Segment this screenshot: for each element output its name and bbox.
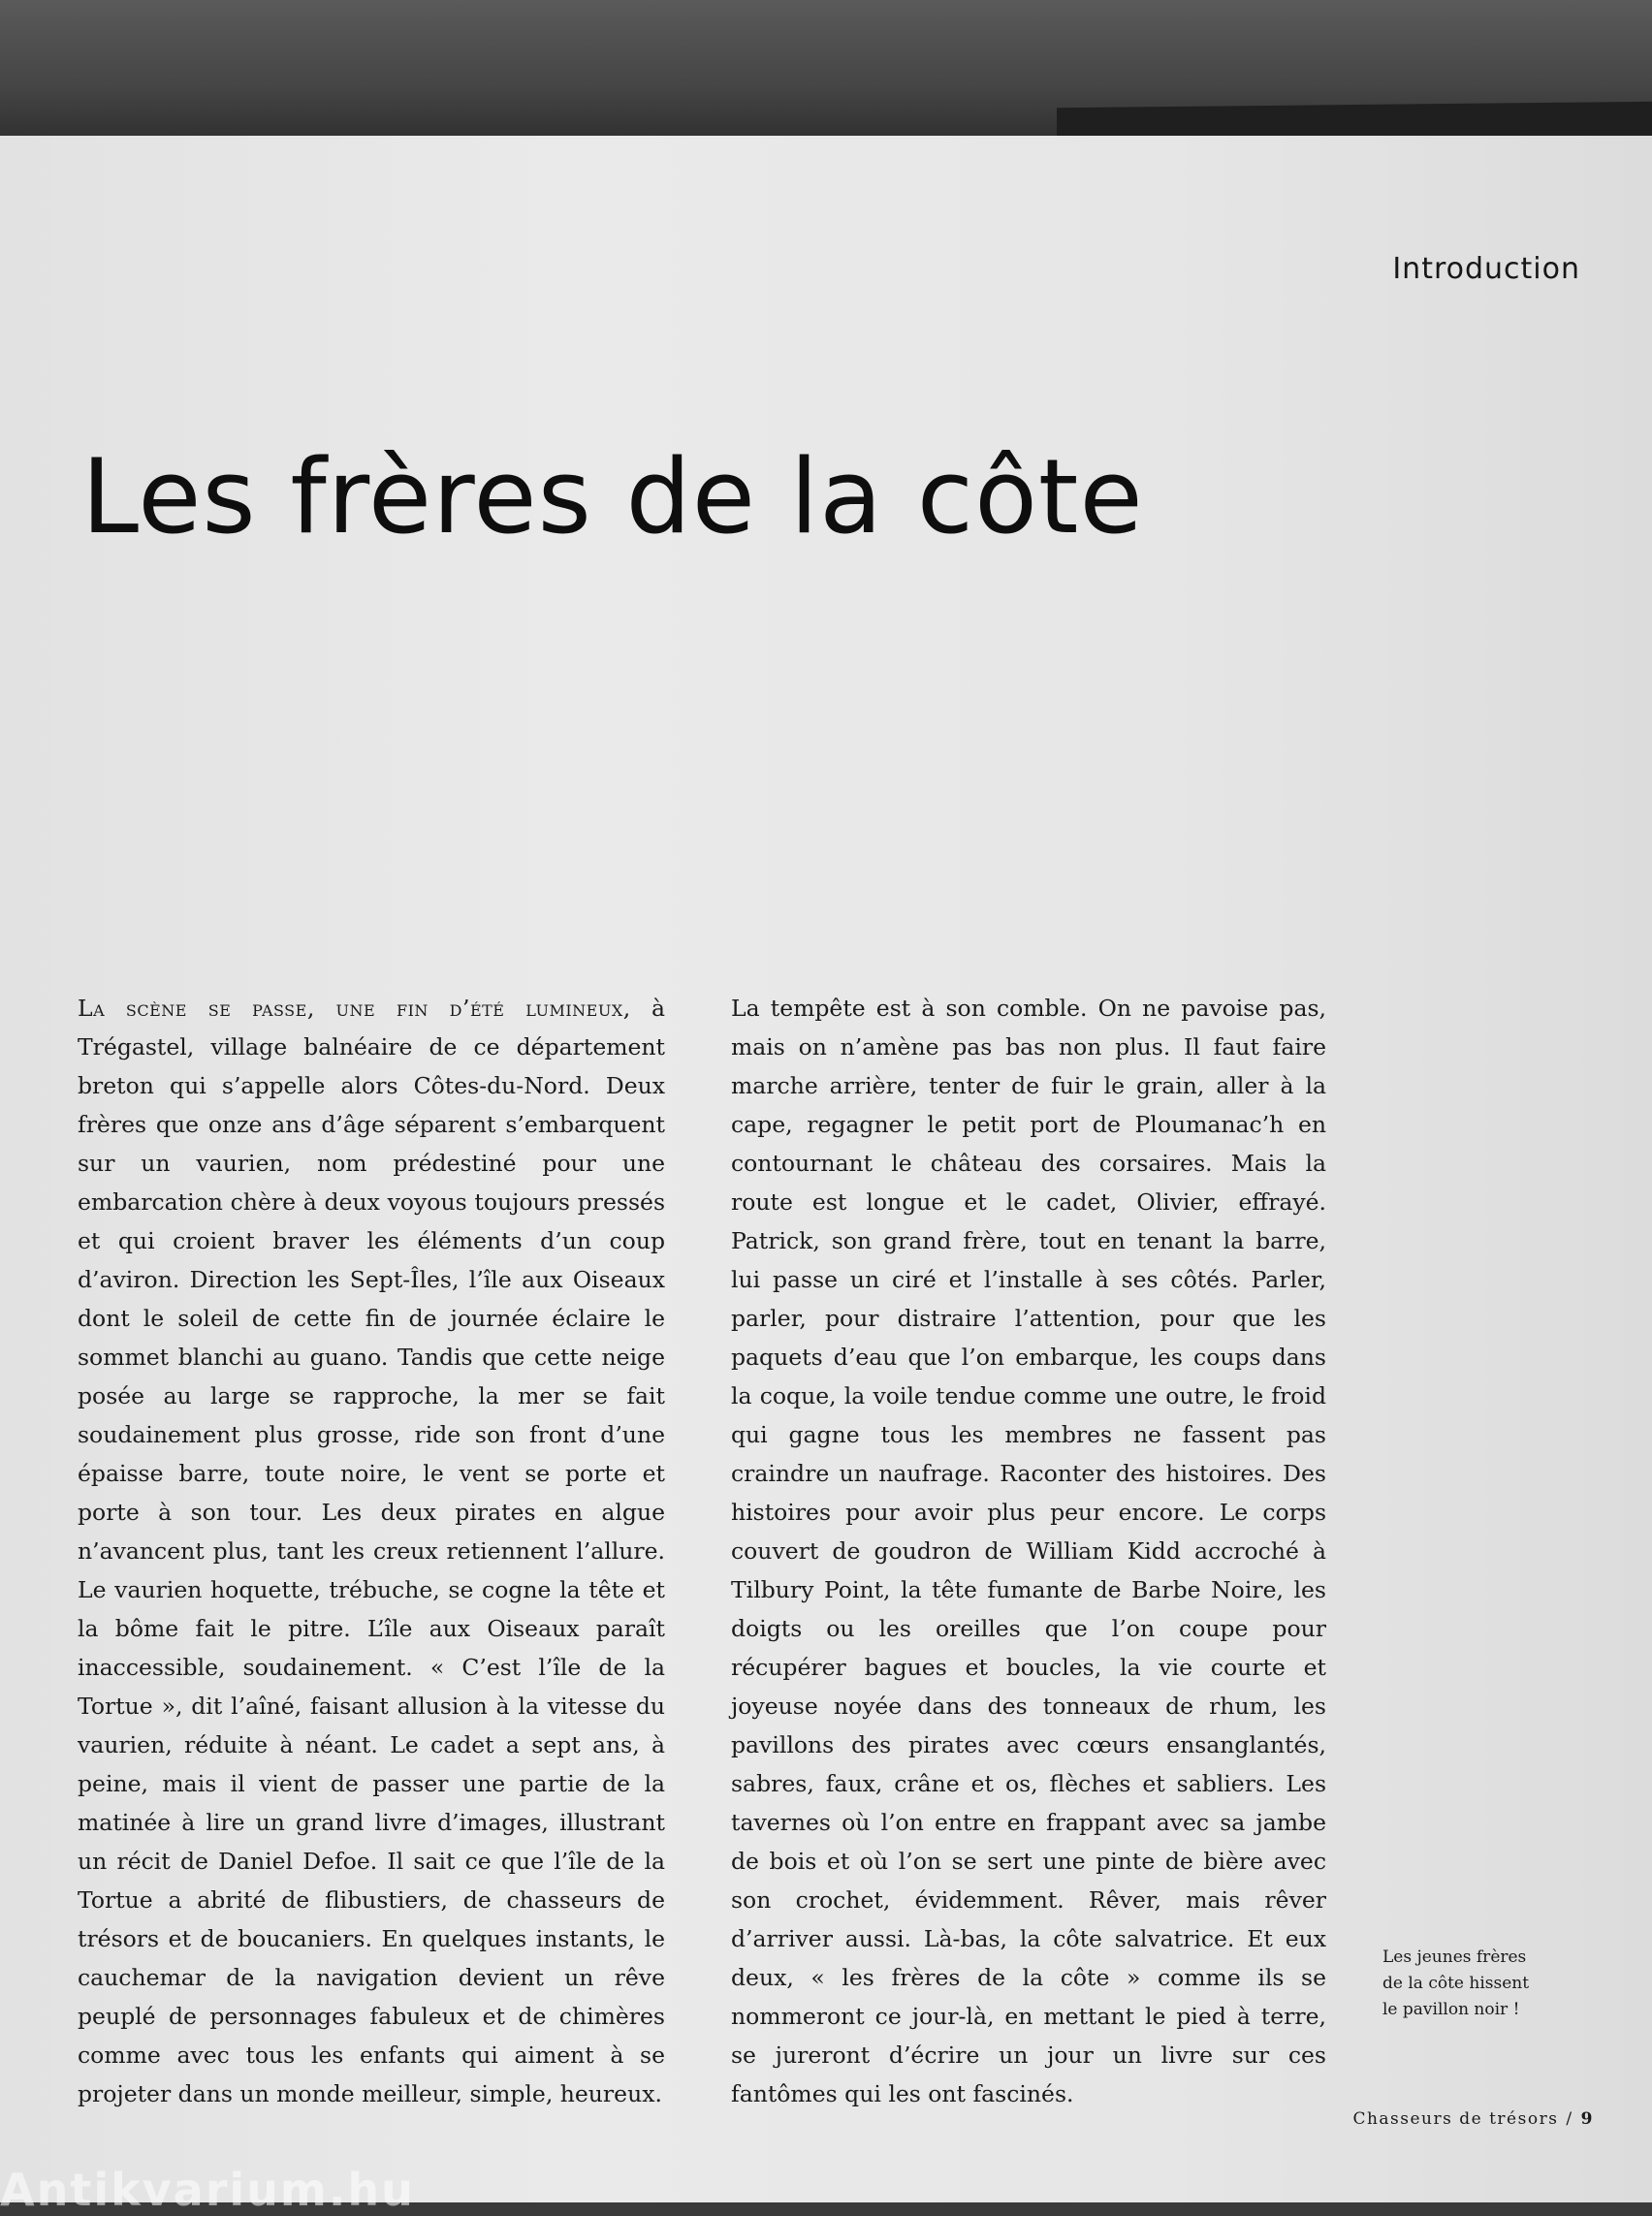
body-left-text: à Trégastel, village balnéaire de ce département breton qui s’appelle alors Côtes-du-Nord. Deux frères que onze ans d’âge séparent s’embarquent sur un vaurien, nom prédestiné pour une embarcation chère à deux voyous toujours pressés et qui croient braver les éléments d’un coup d’aviron. Direction les Sept-Îles, l’île aux Oiseaux dont le soleil de cette fin de journée éclaire le sommet blanchi au guano. Tandis que cette neige posée au large se rapproche, la mer se fait soudainement plus grosse, ride son front d’une épaisse barre, toute noire, le vent se porte et porte à son tour. Les deux pirates en algue n’avancent plus, tant les creux retiennent l’allure. Le vaurien hoquette, trébuche, se cogne la tête et la bôme fait le pitre. L’île aux Oiseaux paraît inaccessible, soudainement. « C’est l’île de la Tortue », dit l’aîné, faisant allusion à la vitesse du vaurien, réduite à néant. Le cadet a sept ans, à peine, mais il vient de passer une partie de la matinée à lire un grand livre d’images, illustrant un récit de Daniel Defoe. Il sait ce que l’île de la Tortue a abrité de flibustiers, de chasseurs de trésors et de boucaniers. En quelques instants, le cauchemar de la navigation devient un rêve peuplé de personnages fabuleux et de chimères comme avec tous les enfants qui aiment à se projeter dans un monde meilleur, simple, heureux. (78, 995, 665, 2107)
page-footer (1352, 2109, 1594, 2129)
body-column-left (78, 989, 665, 2113)
chapter-title: Les frères de la côte (81, 437, 1144, 556)
body-column-right: La tempête est à son comble. On ne pavoise pas, mais on n’amène pas bas non plus. Il faut faire marche arrière, tenter de fuir le grain, aller à la cape, regagner le petit port de Ploumanac’h en contournant le château des corsaires. Mais la route est longue et le cadet, Olivier, effrayé. Patrick, son grand frère, tout en tenant la barre, lui passe un ciré et l’installe à ses côtés. Parler, parler, pour distraire l’attention, pour que les paquets d’eau que l’on embarque, les coups dans la coque, la voile tendue comme une outre, le froid qui gagne tous les membres ne fassent pas craindre un naufrage. Raconter des histoires. Des histoires pour avoir plus peur encore. Le corps couvert de goudron de William Kidd accroché à Tilbury Point, la tête fumante de Barbe Noire, les doigts ou les oreilles que l’on coupe pour récupérer bagues et boucles, la vie courte et joyeuse noyée dans des tonneaux de rhum, les pavillons des pirates avec cœurs ensanglantés, sabres, faux, crâne et os, flèches et sabliers. Les tavernes où l’on entre en frappant avec sa jambe de bois et où l’on se sert une pinte de bière avec son crochet, évidemment. Rêver, mais rêver d’arriver aussi. Là-bas, la côte salvatrice. Et eux deux, « les frères de la côte » comme ils se nommeront ce jour-là, en mettant le pied à terre, se jureront d’écrire un jour un livre sur ces fantômes qui les ont fascinés. (731, 995, 1326, 2107)
footer-separator: / (1566, 2109, 1573, 2129)
footer-book-title: Chasseurs de trésors (1352, 2109, 1559, 2129)
watermark-logo: Antikvarium.hu (0, 2164, 415, 2216)
image-caption: Les jeunes frères de la côte hissent le pavillon noir ! (1382, 1947, 1530, 2019)
lead-in-small-caps: La scène se passe, une fin d’été lumineux, (78, 995, 631, 1022)
page-number: 9 (1580, 2109, 1594, 2129)
section-header: Introduction (1392, 252, 1580, 286)
